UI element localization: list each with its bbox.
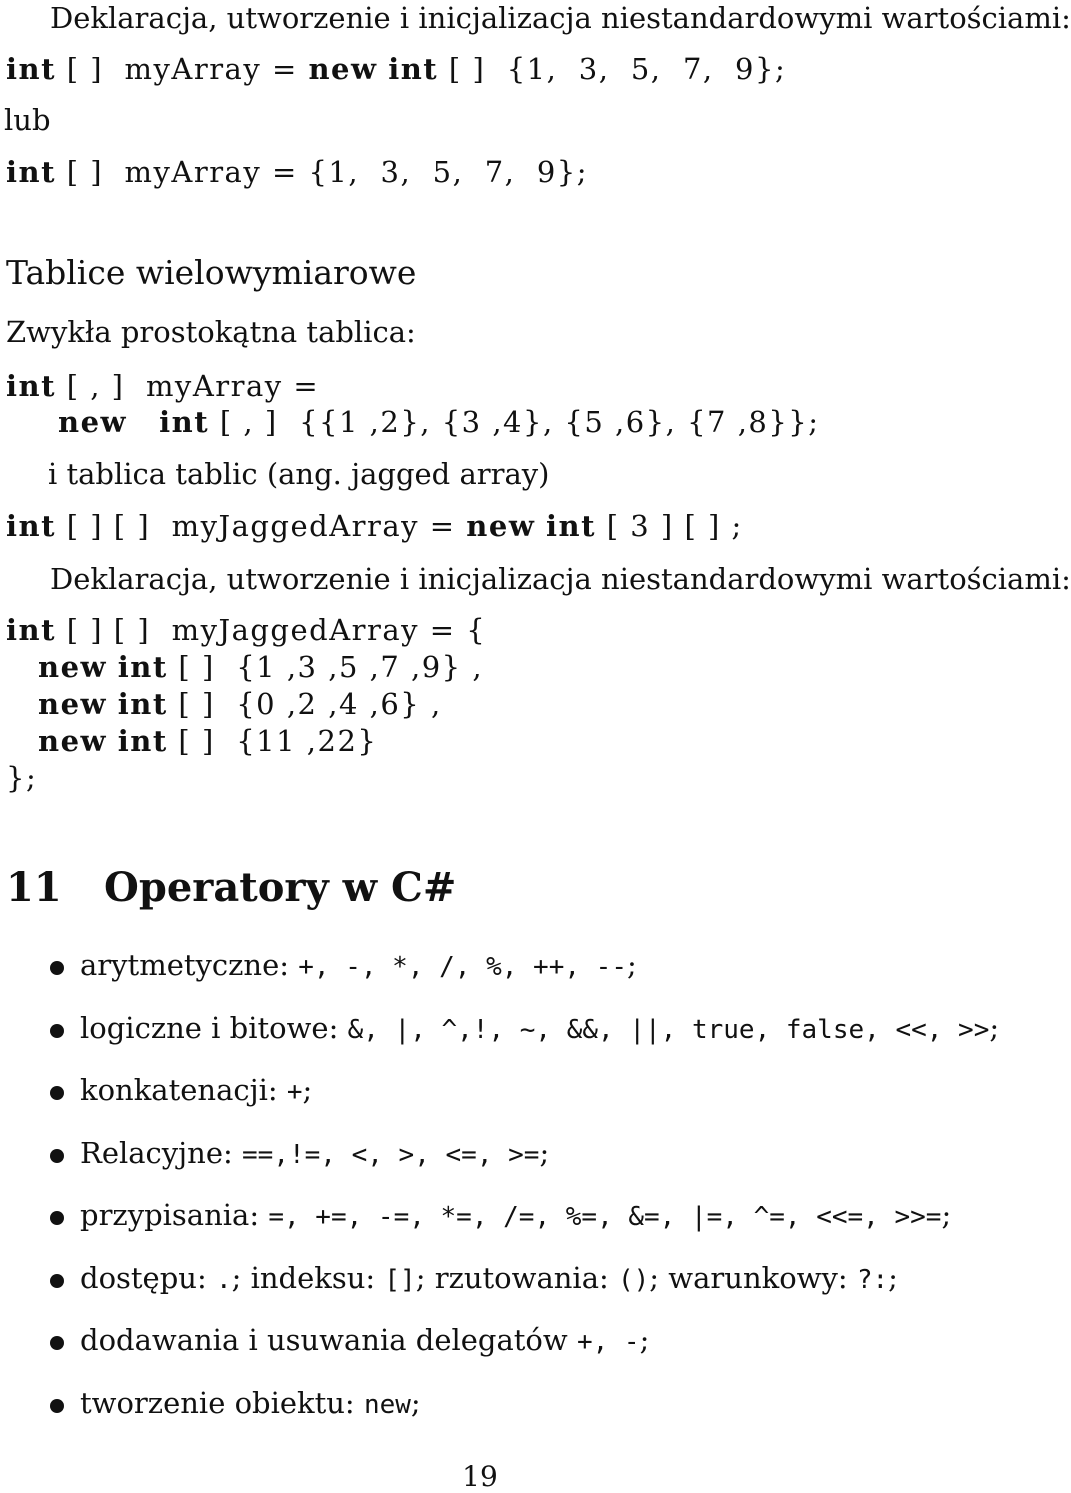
- keyword-int: int: [546, 509, 597, 543]
- operator-label: arytmetyczne:: [80, 948, 299, 982]
- operator-label: logiczne i bitowe:: [80, 1011, 348, 1045]
- operator-label: ;: [626, 948, 637, 982]
- intro-text-2: Deklaracja, utworzenie i inicjalizacja niestandardowymi wartościami:: [50, 562, 1071, 596]
- keyword-new: new: [308, 52, 378, 86]
- operator-symbols: new: [363, 1390, 411, 1420]
- bullet-icon: [50, 961, 64, 975]
- code-text: [ , ] myArray =: [56, 369, 320, 403]
- bullet-icon: [50, 1399, 64, 1413]
- jagged-label: i tablica tablic (ang. jagged array): [48, 457, 550, 491]
- operator-label: konkatenacji:: [80, 1073, 287, 1107]
- operator-label: dodawania i usuwania delegatów: [80, 1323, 577, 1357]
- code-text: [ ] myArray =: [56, 52, 309, 86]
- operator-symbols: .: [215, 1265, 232, 1295]
- code-line-8: [38, 724, 378, 758]
- section-number: 11: [6, 864, 62, 911]
- keyword-int: int: [6, 369, 56, 403]
- operator-label: dostępu:: [80, 1261, 216, 1295]
- keyword-int: int: [6, 155, 56, 189]
- list-item: [80, 1011, 1000, 1045]
- operator-symbols: ==,!=, <, >, <=, >=: [242, 1140, 540, 1170]
- intro-text: Deklaracja, utworzenie i inicjalizacja niestandardowymi wartościami:: [50, 1, 1071, 35]
- list-item: [80, 1073, 313, 1107]
- keyword-int: int: [159, 405, 210, 439]
- bullet-icon: [50, 1149, 64, 1163]
- code-line-3a: [6, 369, 320, 403]
- list-item: [80, 1386, 421, 1420]
- code-text: [ 3 ] [ ] ;: [596, 509, 743, 543]
- keyword-new: new: [38, 687, 107, 721]
- list-item: [80, 948, 637, 982]
- operator-symbols: []: [384, 1265, 416, 1295]
- code-text: [ , ] {{1 ,2}, {3 ,4}, {5 ,6}, {7 ,8}};: [209, 405, 820, 439]
- section-title: Operatory w C#: [104, 864, 457, 911]
- keyword-new: new: [38, 724, 107, 758]
- bullet-icon: [50, 1024, 64, 1038]
- list-item: [80, 1136, 550, 1170]
- operator-symbols: ?:: [856, 1265, 889, 1295]
- operator-label: ;: [302, 1073, 313, 1107]
- operator-label: przypisania:: [80, 1198, 269, 1232]
- code-line-7: [38, 687, 442, 721]
- operator-symbols: +, -: [576, 1327, 640, 1357]
- list-item: [80, 1323, 650, 1357]
- keyword-int: int: [117, 687, 168, 721]
- operator-symbols: (): [617, 1265, 650, 1295]
- code-text: [ ] [ ] myJaggedArray =: [56, 509, 467, 543]
- code-line-2: [6, 155, 589, 189]
- operator-label: ; rzutowania:: [415, 1261, 618, 1295]
- subheading: Tablice wielowymiarowe: [6, 253, 417, 292]
- operator-label: ;: [989, 1011, 1000, 1045]
- keyword-int: int: [6, 613, 56, 647]
- code-text: [ ] {1 ,3 ,5 ,7 ,9} ,: [167, 650, 484, 684]
- code-text: [ ] {11 ,22}: [167, 724, 378, 758]
- operator-symbols: +: [286, 1077, 303, 1107]
- bullet-icon: [50, 1211, 64, 1225]
- bullet-icon: [50, 1274, 64, 1288]
- list-item: [80, 1198, 952, 1232]
- operator-label: tworzenie obiektu:: [80, 1386, 364, 1420]
- page-number: 19: [462, 1460, 498, 1493]
- keyword-int: int: [117, 650, 168, 684]
- rect-label: Zwykła prostokątna tablica:: [6, 315, 416, 349]
- bullet-icon: [50, 1336, 64, 1350]
- operator-label: ; indeksu:: [231, 1261, 385, 1295]
- keyword-new: new: [38, 650, 107, 684]
- operator-label: ; warunkowy:: [649, 1261, 857, 1295]
- code-line-9: };: [6, 761, 38, 795]
- list-item: [80, 1261, 898, 1295]
- code-line-4: [6, 509, 743, 543]
- code-text: [ ] {1, 3, 5, 7, 9};: [438, 52, 787, 86]
- operator-label: ;: [539, 1136, 550, 1170]
- operator-symbols: =, +=, -=, *=, /=, %=, &=, |=, ^=, <<=, >>=: [268, 1202, 942, 1232]
- or-text: lub: [4, 103, 51, 137]
- code-line-3b: [58, 405, 820, 439]
- code-line-1: [6, 52, 787, 86]
- code-line-5: [6, 613, 487, 647]
- operator-label: ;: [639, 1323, 650, 1357]
- keyword-int: int: [388, 52, 439, 86]
- code-text: [ ] [ ] myJaggedArray = {: [56, 613, 487, 647]
- operator-symbols: &, |, ^,!, ~, &&, ||, true, false, <<, >>: [347, 1015, 990, 1045]
- operator-label: ;: [888, 1261, 898, 1295]
- keyword-int: int: [6, 52, 56, 86]
- keyword-new: new: [58, 405, 127, 439]
- code-text: [ ] {0 ,2 ,4 ,6} ,: [167, 687, 442, 721]
- operator-label: ;: [410, 1386, 421, 1420]
- keyword-int: int: [6, 509, 56, 543]
- keyword-int: int: [117, 724, 168, 758]
- code-text: [ ] myArray = {1, 3, 5, 7, 9};: [56, 155, 589, 189]
- operator-label: ;: [941, 1198, 952, 1232]
- keyword-new: new: [466, 509, 536, 543]
- code-line-6: [38, 650, 484, 684]
- operator-label: Relacyjne:: [80, 1136, 243, 1170]
- operator-symbols: +, -, *, /, %, ++, --: [298, 952, 627, 982]
- bullet-icon: [50, 1086, 64, 1100]
